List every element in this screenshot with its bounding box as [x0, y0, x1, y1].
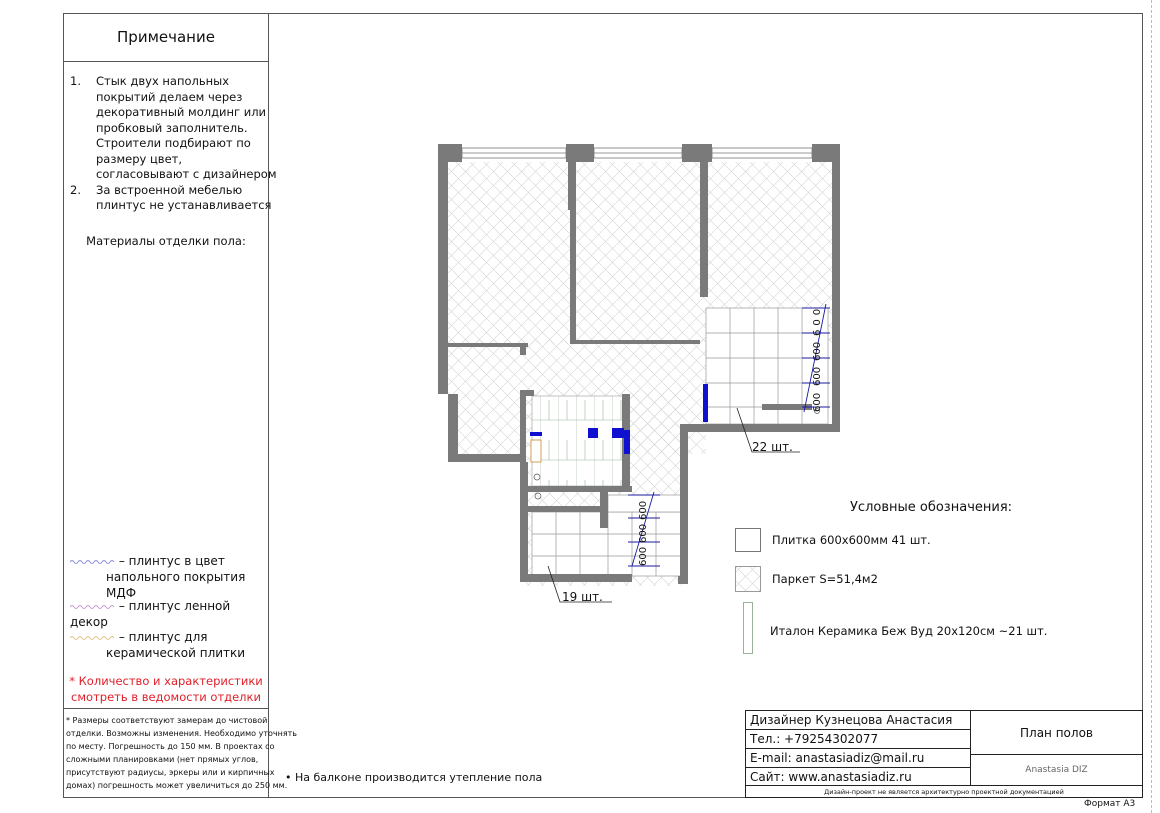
stamp-designer: Дизайнер Кузнецова Анастасия: [746, 711, 970, 730]
note-line: декоративный молдинг или: [96, 105, 267, 119]
stamp-contacts: [746, 711, 971, 785]
dim-label: 600: [812, 366, 823, 386]
sheet-title: План полов: [971, 711, 1142, 755]
fine-print-line: по месту. Погрешность до 150 мм. В проектах со: [66, 742, 275, 751]
legend-label: Италон Керамика Беж Вуд 20х120см ~21 шт.: [770, 624, 1048, 638]
note-number: 1.: [70, 74, 81, 88]
legend-label: Плитка 600х600мм 41 шт.: [772, 533, 931, 547]
dim-labels-bottom: [636, 498, 652, 568]
dim-label: 600: [812, 304, 823, 336]
plinth-legend-label: – плинтус для: [118, 630, 208, 644]
plinth-legend-label: – плинтус ленной декор: [70, 599, 231, 629]
stamp-email: E-mail: anastasiadiz@mail.ru: [746, 749, 970, 768]
note-line: Строители подбирают по: [96, 136, 251, 150]
red-note-line: смотреть в ведомости отделки: [71, 690, 261, 704]
dim-label: 600: [638, 546, 649, 566]
logo: Anastasia DIZ: [1025, 765, 1088, 775]
tile-count-bottom: 19 шт.: [562, 590, 603, 604]
tile-count-right: 22 шт.: [752, 440, 793, 454]
sheet-format: Формат А3: [1084, 799, 1136, 809]
note-line: Стык двух напольных: [96, 74, 230, 88]
dim-labels-right: [806, 304, 823, 412]
stamp-site: Сайт: www.anastasiadiz.ru: [750, 770, 912, 784]
plinth-legend-label: керамической плитки: [106, 646, 246, 660]
legend-tile-swatch: [735, 528, 761, 552]
balcony-note: • На балконе производится утепление пола: [285, 771, 543, 784]
fine-print-line: домах) погрешность может увеличиться до 250 мм.: [66, 781, 288, 790]
windows: [462, 148, 812, 158]
legend-parquet-swatch: [735, 566, 761, 592]
note-line: размеру цвет,: [96, 151, 183, 166]
note-number: 2.: [70, 182, 81, 197]
bath-fixture: [531, 440, 541, 462]
red-note-line: * Количество и характеристики: [69, 674, 263, 688]
plinth-legend-label: – плинтус в цвет: [118, 554, 225, 568]
legend-title: Условные обозначения:: [850, 500, 1013, 515]
legend-label: Паркет S=51,4м2: [772, 572, 878, 586]
plinth-legend-label: напольного покрытия МДФ: [106, 570, 246, 600]
note-line: пробковый заполнитель.: [96, 120, 248, 135]
stamp-disclaimer: Дизайн-проект не является архитектурно проектной документацией: [746, 785, 1142, 797]
note-line: плинтус не устанавливается: [96, 198, 272, 212]
dim-label: 600: [638, 523, 649, 543]
notes-title: Примечание: [117, 28, 215, 46]
dim-label: 600: [812, 392, 823, 412]
stamp-phone: Тел.: +79254302077: [746, 730, 970, 749]
fine-print-line: сложными планировками (нет прямых углов,: [66, 755, 259, 764]
fine-print-line: * Размеры соответствуют замерам до чистовой: [66, 716, 268, 725]
title-block: [745, 710, 1143, 798]
note-line: За встроенной мебелью: [96, 182, 243, 197]
fine-print-line: отделки. Возможны изменения. Необходимо уточнять: [66, 729, 298, 738]
note-line: согласовывают с дизайнером: [96, 167, 277, 181]
note-line: покрытий делаем через: [96, 89, 243, 104]
dim-label: 600: [812, 341, 823, 361]
bathroom-plank-area: [532, 396, 626, 486]
dim-label: 600: [638, 500, 649, 520]
fine-print-line: присутствуют радиусы, эркеры или и кирпичных: [66, 768, 275, 777]
materials-heading: Материалы отделки пола:: [86, 234, 246, 248]
legend-plank-swatch: [743, 602, 753, 654]
